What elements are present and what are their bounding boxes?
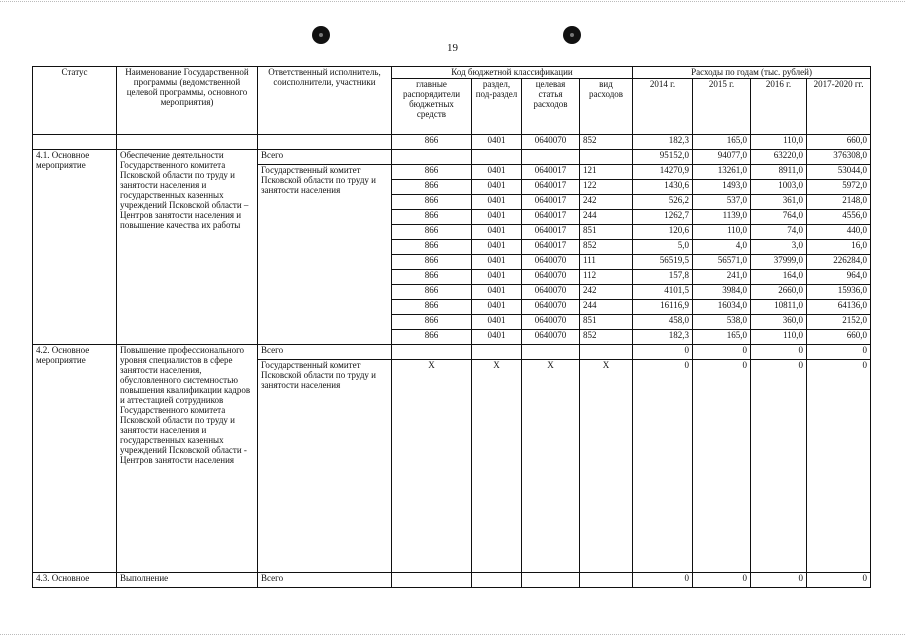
cell-2014: 157,8 xyxy=(633,270,693,285)
cell-2016: 110,0 xyxy=(751,330,807,345)
header-budget-code: Код бюджетной классификации xyxy=(392,67,633,79)
cell-vr: 111 xyxy=(580,255,633,270)
sec43-total-label: Всего xyxy=(258,573,392,588)
cell-rz: 0401 xyxy=(472,315,522,330)
carry-name xyxy=(117,135,258,150)
empty-cell xyxy=(392,150,472,165)
sec42-responsible: Государственный комитет Псковской области по труду и занятости населения xyxy=(258,360,392,573)
sec43-status: 4.3. Основное xyxy=(33,573,117,588)
header-2016: 2016 г. xyxy=(751,79,807,135)
cell-2014: 5,0 xyxy=(633,240,693,255)
scan-edge-top xyxy=(0,1,905,2)
cell-2014: 182,3 xyxy=(633,135,693,150)
cell-csr: 0640070 xyxy=(522,285,580,300)
header-responsible: Ответственный исполнитель, соисполнители, участники xyxy=(258,67,392,135)
cell-2014: 14270,9 xyxy=(633,165,693,180)
cell-grbs: 866 xyxy=(392,195,472,210)
cell-2015: 538,0 xyxy=(693,315,751,330)
cell-vr: 852 xyxy=(580,240,633,255)
cell-2017: 226284,0 xyxy=(807,255,871,270)
cell-2017: 660,0 xyxy=(807,135,871,150)
empty-cell xyxy=(472,345,522,360)
cell-rz: 0401 xyxy=(472,165,522,180)
cell-2017: 16,0 xyxy=(807,240,871,255)
cell-grbs: 866 xyxy=(392,165,472,180)
sec42-total-row xyxy=(33,345,871,360)
sec41-total-2017: 376308,0 xyxy=(807,150,871,165)
sec41-responsible: Государственный комитет Псковской области по труду и занятости населения xyxy=(258,165,392,345)
cell-2015: 165,0 xyxy=(693,135,751,150)
header-razdel: раздел, под-раздел xyxy=(472,79,522,135)
empty-cell xyxy=(522,150,580,165)
cell-2015: 16034,0 xyxy=(693,300,751,315)
sec41-total-row xyxy=(33,150,871,165)
cell-2014: 458,0 xyxy=(633,315,693,330)
empty-cell xyxy=(472,150,522,165)
empty-cell xyxy=(472,573,522,588)
cell-grbs: 866 xyxy=(392,240,472,255)
sec41-total-2015: 94077,0 xyxy=(693,150,751,165)
cell-rz: 0401 xyxy=(472,240,522,255)
header-vr: вид расходов xyxy=(580,79,633,135)
cell-csr: 0640070 xyxy=(522,270,580,285)
cell-vr: 112 xyxy=(580,270,633,285)
sec43-total-row xyxy=(33,573,871,588)
header-2014: 2014 г. xyxy=(633,79,693,135)
budget-table-container xyxy=(32,66,871,588)
cell-csr: 0640017 xyxy=(522,195,580,210)
cell-rz: 0401 xyxy=(472,195,522,210)
sec42-name: Повышение профессионального уровня специалистов в сфере занятости населения, обусловленного системностью повышения квалификации кадров и аттестацией сотрудников Государственного комитета Псковской области по труду и занятости населения и государственных казенных учреждений Псковской области - Центров занятости населения xyxy=(117,345,258,573)
header-grbs: главные распорядители бюджетных средств xyxy=(392,79,472,135)
cell-2017: 2148,0 xyxy=(807,195,871,210)
cell-2017: 660,0 xyxy=(807,330,871,345)
header-csr: целевая статья расходов xyxy=(522,79,580,135)
sec43-total-2017: 0 xyxy=(807,573,871,588)
header-expenses: Расходы по годам (тыс. рублей) xyxy=(633,67,871,79)
cell-rz: 0401 xyxy=(472,285,522,300)
header-2017: 2017-2020 гг. xyxy=(807,79,871,135)
cell-vr: 852 xyxy=(580,330,633,345)
cell-2015: 537,0 xyxy=(693,195,751,210)
cell-2014: 1262,7 xyxy=(633,210,693,225)
cell-csr: 0640017 xyxy=(522,225,580,240)
sec41-name: Обеспечение деятельности Государственного комитета Псковской области по труду и занятости населения и государственных казенных учреждений Псковской области – Центров занятости населения и повышение качества их работы xyxy=(117,150,258,345)
cell-2015: 13261,0 xyxy=(693,165,751,180)
cell-csr: 0640070 xyxy=(522,315,580,330)
cell-2015: 0 xyxy=(693,360,751,573)
cell-vr: 851 xyxy=(580,225,633,240)
cell-rz: 0401 xyxy=(472,270,522,285)
cell-vr: 242 xyxy=(580,195,633,210)
sec43-total-2015: 0 xyxy=(693,573,751,588)
cell-rz: 0401 xyxy=(472,255,522,270)
cell-rz: 0401 xyxy=(472,300,522,315)
cell-grbs: 866 xyxy=(392,285,472,300)
cell-grbs: 866 xyxy=(392,315,472,330)
sec41-total-2014: 95152,0 xyxy=(633,150,693,165)
cell-2017: 64136,0 xyxy=(807,300,871,315)
cell-2016: 74,0 xyxy=(751,225,807,240)
cell-rz: X xyxy=(472,360,522,573)
cell-grbs: 866 xyxy=(392,225,472,240)
empty-cell xyxy=(522,345,580,360)
cell-2015: 241,0 xyxy=(693,270,751,285)
scan-edge-bottom xyxy=(0,634,905,635)
cell-2014: 182,3 xyxy=(633,330,693,345)
cell-2016: 1003,0 xyxy=(751,180,807,195)
cell-2015: 1493,0 xyxy=(693,180,751,195)
sec43-total-2014: 0 xyxy=(633,573,693,588)
cell-2017: 5972,0 xyxy=(807,180,871,195)
cell-2017: 440,0 xyxy=(807,225,871,240)
cell-grbs: 866 xyxy=(392,255,472,270)
cell-2017: 15936,0 xyxy=(807,285,871,300)
page-number: 19 xyxy=(447,42,458,54)
cell-2017: 0 xyxy=(807,360,871,573)
cell-2015: 165,0 xyxy=(693,330,751,345)
cell-2014: 56519,5 xyxy=(633,255,693,270)
cell-rz: 0401 xyxy=(472,210,522,225)
cell-rz: 0401 xyxy=(472,135,522,150)
cell-2015: 1139,0 xyxy=(693,210,751,225)
cell-csr: 0640017 xyxy=(522,165,580,180)
empty-cell xyxy=(580,150,633,165)
cell-2017: 964,0 xyxy=(807,270,871,285)
cell-2014: 1430,6 xyxy=(633,180,693,195)
cell-grbs: X xyxy=(392,360,472,573)
header-name: Наименование Государственной программы (ведомственной целевой программы, основного мероприятия) xyxy=(117,67,258,135)
sec41-total-2016: 63220,0 xyxy=(751,150,807,165)
cell-grbs: 866 xyxy=(392,135,472,150)
cell-csr: 0640017 xyxy=(522,240,580,255)
cell-rz: 0401 xyxy=(472,225,522,240)
sec42-total-2014: 0 xyxy=(633,345,693,360)
cell-vr: X xyxy=(580,360,633,573)
cell-2016: 2660,0 xyxy=(751,285,807,300)
cell-2015: 4,0 xyxy=(693,240,751,255)
empty-cell xyxy=(522,573,580,588)
cell-grbs: 866 xyxy=(392,270,472,285)
cell-vr: 242 xyxy=(580,285,633,300)
header-2015: 2015 г. xyxy=(693,79,751,135)
cell-2017: 4556,0 xyxy=(807,210,871,225)
empty-cell xyxy=(580,573,633,588)
cell-csr: 0640070 xyxy=(522,255,580,270)
cell-2016: 110,0 xyxy=(751,135,807,150)
sec42-status: 4.2. Основное мероприятие xyxy=(33,345,117,573)
cell-vr: 244 xyxy=(580,300,633,315)
cell-2016: 361,0 xyxy=(751,195,807,210)
sec43-name: Выполнение xyxy=(117,573,258,588)
cell-csr: X xyxy=(522,360,580,573)
cell-vr: 121 xyxy=(580,165,633,180)
carry-responsible xyxy=(258,135,392,150)
sec43-total-2016: 0 xyxy=(751,573,807,588)
cell-2016: 37999,0 xyxy=(751,255,807,270)
cell-csr: 0640070 xyxy=(522,330,580,345)
empty-cell xyxy=(392,345,472,360)
budget-table xyxy=(32,66,871,588)
cell-2014: 526,2 xyxy=(633,195,693,210)
cell-csr: 0640017 xyxy=(522,180,580,195)
carry-row xyxy=(33,135,871,150)
empty-cell xyxy=(392,573,472,588)
empty-cell xyxy=(580,345,633,360)
cell-2014: 0 xyxy=(633,360,693,573)
cell-2016: 3,0 xyxy=(751,240,807,255)
cell-2017: 2152,0 xyxy=(807,315,871,330)
cell-2014: 16116,9 xyxy=(633,300,693,315)
cell-2017: 53044,0 xyxy=(807,165,871,180)
cell-2015: 56571,0 xyxy=(693,255,751,270)
cell-csr: 0640070 xyxy=(522,135,580,150)
cell-2015: 3984,0 xyxy=(693,285,751,300)
header-status: Статус xyxy=(33,67,117,135)
cell-vr: 851 xyxy=(580,315,633,330)
cell-vr: 244 xyxy=(580,210,633,225)
sec42-total-2017: 0 xyxy=(807,345,871,360)
cell-2015: 110,0 xyxy=(693,225,751,240)
cell-2014: 4101,5 xyxy=(633,285,693,300)
cell-2016: 164,0 xyxy=(751,270,807,285)
cell-rz: 0401 xyxy=(472,180,522,195)
carry-status xyxy=(33,135,117,150)
sec41-status: 4.1. Основное мероприятие xyxy=(33,150,117,345)
cell-csr: 0640017 xyxy=(522,210,580,225)
cell-grbs: 866 xyxy=(392,300,472,315)
budget-table-body xyxy=(33,135,871,588)
cell-2016: 10811,0 xyxy=(751,300,807,315)
cell-2016: 8911,0 xyxy=(751,165,807,180)
sec42-total-label: Всего xyxy=(258,345,392,360)
sec42-total-2016: 0 xyxy=(751,345,807,360)
cell-2016: 764,0 xyxy=(751,210,807,225)
sec41-total-label: Всего xyxy=(258,150,392,165)
cell-grbs: 866 xyxy=(392,210,472,225)
cell-vr: 122 xyxy=(580,180,633,195)
cell-rz: 0401 xyxy=(472,330,522,345)
cell-grbs: 866 xyxy=(392,330,472,345)
cell-2016: 0 xyxy=(751,360,807,573)
cell-vr: 852 xyxy=(580,135,633,150)
cell-2014: 120,6 xyxy=(633,225,693,240)
cell-2016: 360,0 xyxy=(751,315,807,330)
cell-csr: 0640070 xyxy=(522,300,580,315)
sec42-total-2015: 0 xyxy=(693,345,751,360)
cell-grbs: 866 xyxy=(392,180,472,195)
